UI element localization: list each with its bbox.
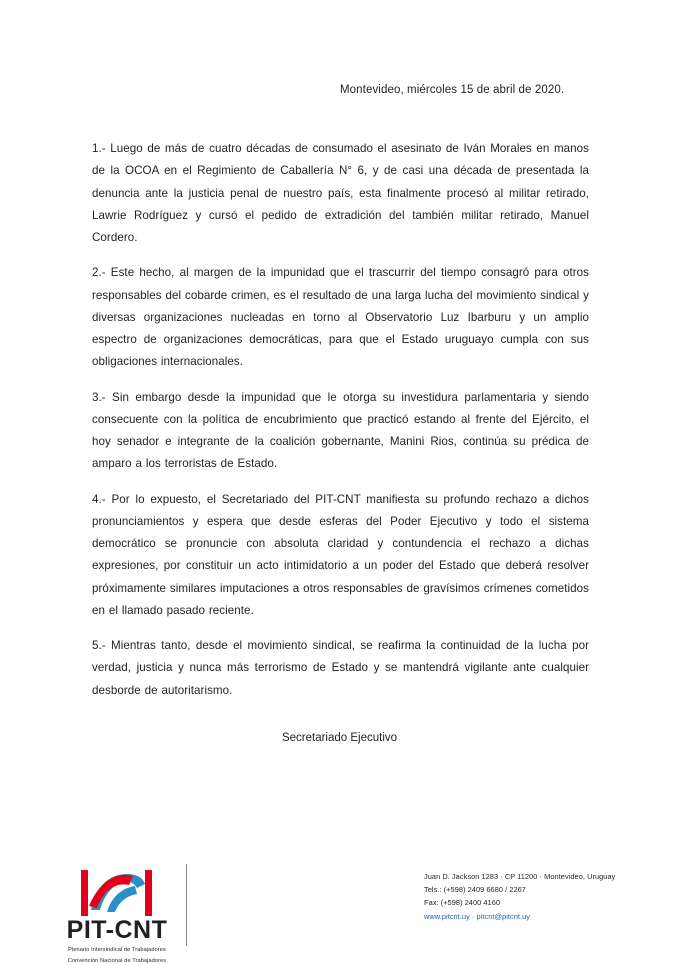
document-footer [0, 862, 679, 965]
footer-contact [424, 870, 615, 923]
signature-line: Secretariado Ejecutivo [281, 732, 398, 744]
logo-subtitle-2: Convención Nacional de Trabajadores [67, 958, 167, 965]
paragraph-2: 2.- Este hecho, al margen de la impunidad que el trascurrir del tiempo consagró para otros responsables del cobarde crimen, es el resultado de una larga lucha del movimiento sindical y diversas organizaciones nucleadas en torno al Observatorio Luz Ibarburu y un amplio espectro de organizaciones democráticas, para que el Estado uruguayo cumpla con sus obligaciones internacionales. [92, 266, 589, 369]
paragraph-1: 1.- Luego de más de cuatro décadas de consumado el asesinato de Iván Morales en manos de la OCOA en el Regimiento de Caballería N° 6, y de casi una década de presentada la denuncia ante la justicia penal de nuestro país, esta finalmente procesó al militar retirado, Lawrie Rodríguez y cursó el pedido de extradición del también militar retirado, Manuel Cordero. [92, 142, 589, 244]
contact-fax: Fax: (+598) 2400 4160 [424, 898, 501, 908]
pitcnt-logo-mark-icon [67, 868, 167, 916]
footer-divider [186, 864, 187, 946]
contact-phone: Tels.: (+598) 2409 6680 / 2267 [424, 885, 526, 895]
paragraph-4: 4.- Por lo expuesto, el Secretariado del PIT-CNT manifiesta su profundo rechazo a dichos pronunciamientos y espera que desde esferas del Poder Ejecutivo y todo el sistema democrático se pronuncie con absoluta claridad y contundencia el rechazo a dichas expresiones, por constituir un acto intimidatorio a un poder del Estado que deberá resolver próximamente similares imputaciones a otros responsables de gravísimos crímenes cometidos en el llamado pasado reciente. [92, 492, 589, 617]
logo-title: PIT-CNT [66, 916, 168, 944]
contact-web[interactable]: www.pitcnt.uy · pitcnt@pitcnt.uy [424, 911, 531, 921]
date-line: Montevideo, miércoles 15 de abril de 2020. [340, 84, 565, 96]
document-body [92, 138, 589, 702]
logo-subtitle-1: Plenario Intersindical de Trabajadores [68, 947, 166, 953]
paragraph-3: 3.- Sin embargo desde la impunidad que le otorga su investidura parlamentaria y siendo consecuente con la política de encubrimiento que practicó estando al frente del Ejército, el hoy senador e integrante de la coalición gobernante, Manini Rios, continúa su prédica de amparo a los terroristas de Estado. [92, 390, 589, 471]
paragraph-5: 5.- Mientras tanto, desde el movimiento sindical, se reafirma la continuidad de la lucha por verdad, justicia y nunca más terrorismo de Estado y se mantendrá vigilante ante cualquier desborde de autoritarismo. [92, 639, 589, 697]
contact-address: Juan D. Jackson 1283 · CP 11200 · Montevideo, Uruguay [424, 872, 616, 881]
pitcnt-logo [62, 868, 172, 965]
